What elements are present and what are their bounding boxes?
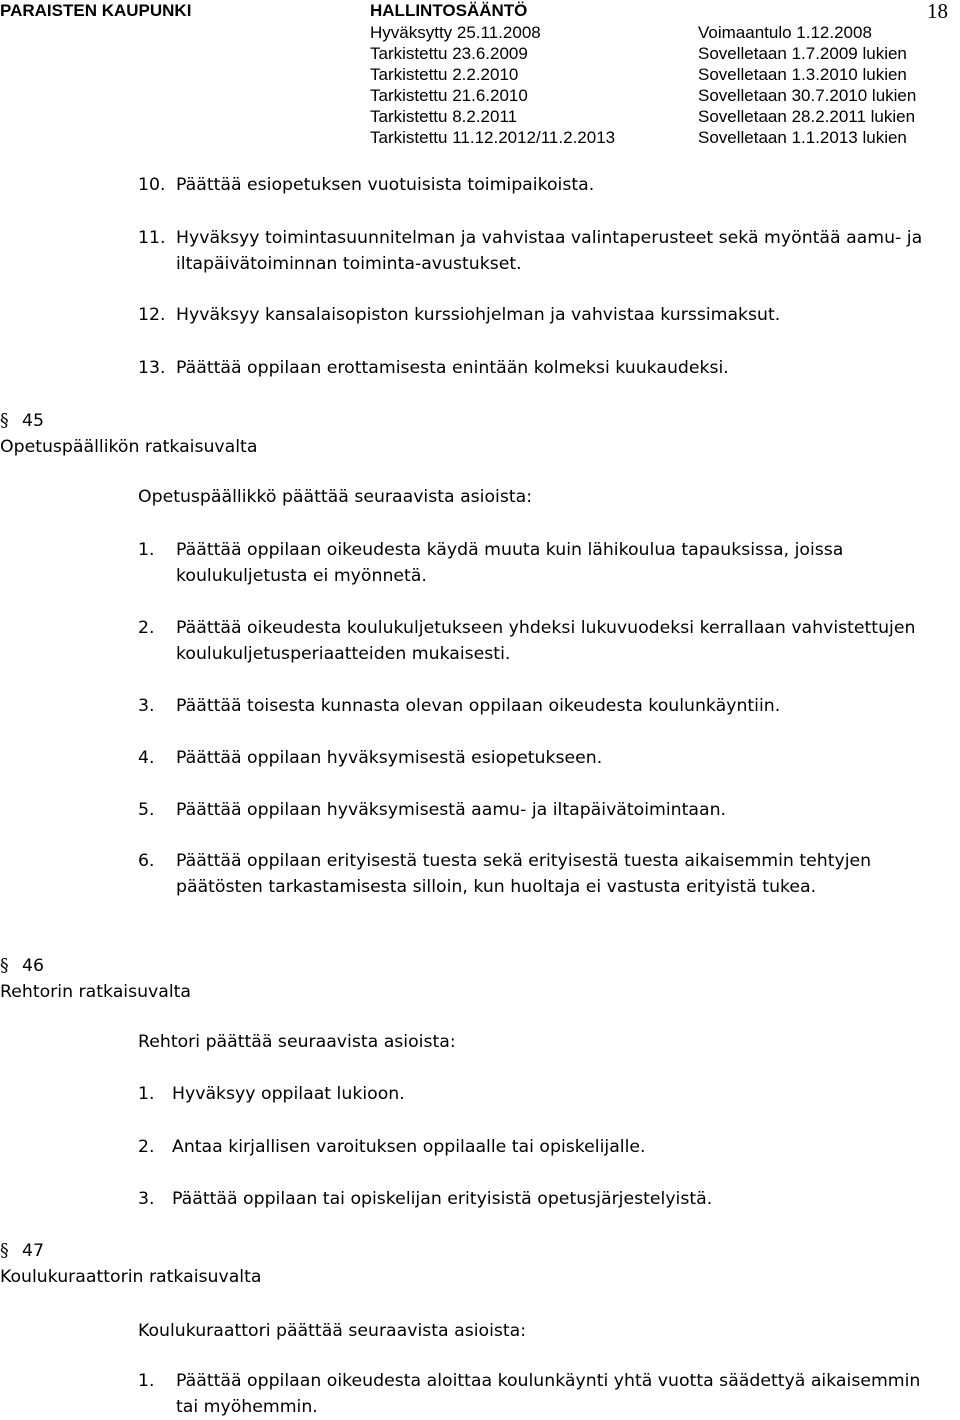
section-title: Rehtorin ratkaisuvalta [0,982,192,1002]
date-line: Tarkistettu 2.2.2010 [370,65,519,84]
item-number: 2. [138,1137,155,1157]
item-text: Päättää oppilaan hyväksymisestä aamu- ja iltapäivätoimintaan. [176,800,727,820]
section-intro: Koulukuraattori päättää seuraavista asioista: [138,1321,527,1341]
validity-line: Sovelletaan 28.2.2011 lukien [698,107,916,126]
list-item [138,797,948,823]
list-item [138,848,948,900]
item-text: Hyväksyy toimintasuunnitelman ja vahvistaa valintaperusteet sekä myöntää aamu- ja iltapäivätoiminnan toiminta-avustukset. [176,228,923,274]
section-sign: § [0,411,9,431]
item-number: 1. [138,1084,155,1104]
list-item [138,1081,948,1107]
item-number: 6. [138,851,155,871]
page-number: 18 [927,0,948,23]
item-text: Hyväksyy oppilaat lukioon. [172,1084,405,1104]
date-line: Hyväksytty 25.11.2008 [370,23,541,42]
section-title: Koulukuraattorin ratkaisuvalta [0,1267,262,1287]
item-number: 1. [138,540,155,560]
section-number: 46 [22,956,44,976]
item-text: Päättää oppilaan hyväksymisestä esiopetukseen. [176,748,603,768]
item-number: 13. [138,358,166,378]
item-number: 3. [138,1189,155,1209]
item-number: 10. [138,175,166,195]
date-line: Tarkistettu 21.6.2010 [370,86,528,105]
list-item [138,693,948,719]
list-item [138,615,948,667]
item-number: 4. [138,748,155,768]
section-intro: Rehtori päättää seuraavista asioista: [138,1032,456,1052]
item-number: 1. [138,1371,155,1391]
list-item [138,537,948,589]
section-sign: § [0,1241,9,1261]
organization-name: PARAISTEN KAUPUNKI [0,1,192,20]
list-item [138,1186,948,1212]
list-item [138,745,948,771]
item-number: 5. [138,800,155,820]
item-text: Päättää oppilaan oikeudesta käydä muuta kuin lähikoulua tapauksissa, joissa koulukuljetusta ei myönnetä. [176,540,844,586]
section-title: Opetuspäällikön ratkaisuvalta [0,437,258,457]
item-number: 11. [138,228,166,248]
section-number: 47 [22,1241,44,1261]
validity-line: Sovelletaan 1.3.2010 lukien [698,65,907,84]
item-text: Antaa kirjallisen varoituksen oppilaalle tai opiskelijalle. [172,1137,646,1157]
item-text: Päättää oppilaan oikeudesta aloittaa koulunkäynti yhtä vuotta säädettyä aikaisemmin tai myöhemmin. [176,1371,921,1417]
item-text: Päättää oppilaan erottamisesta enintään kolmeksi kuukaudeksi. [176,358,729,378]
date-line: Tarkistettu 11.12.2012/11.2.2013 [370,128,616,147]
item-number: 3. [138,696,155,716]
section-sign: § [0,956,9,976]
list-item [138,225,948,277]
list-item [138,1368,948,1420]
item-text: Päättää oikeudesta koulukuljetukseen yhdeksi lukuvuodeksi kerrallaan vahvistettujen koulukuljetusperiaatteiden mukaisesti. [176,618,916,664]
validity-line: Voimaantulo 1.12.2008 [698,23,872,42]
item-number: 12. [138,305,166,325]
validity-line: Sovelletaan 30.7.2010 lukien [698,86,917,105]
item-text: Päättää esiopetuksen vuotuisista toimipaikoista. [176,175,595,195]
date-line: Tarkistettu 8.2.2011 [370,107,518,126]
validity-line: Sovelletaan 1.7.2009 lukien [698,44,907,63]
validity-line: Sovelletaan 1.1.2013 lukien [698,128,907,147]
list-item [138,302,948,328]
item-number: 2. [138,618,155,638]
section-intro: Opetuspäällikkö päättää seuraavista asioista: [138,487,533,507]
date-line: Tarkistettu 23.6.2009 [370,44,528,63]
item-text: Päättää toisesta kunnasta olevan oppilaan oikeudesta koulunkäyntiin. [176,696,781,716]
item-text: Hyväksyy kansalaisopiston kurssiohjelman ja vahvistaa kurssimaksut. [176,305,781,325]
item-text: Päättää oppilaan tai opiskelijan erityisistä opetusjärjestelyistä. [172,1189,713,1209]
list-item [138,1134,948,1160]
item-text: Päättää oppilaan erityisestä tuesta sekä erityisestä tuesta aikaisemmin tehtyjen päätösten tarkastamisesta silloin, kun huoltaja ei vastusta erityistä tukea. [176,851,872,897]
list-item [138,172,948,198]
section-number: 45 [22,411,44,431]
list-item [138,355,948,381]
document-title: HALLINTOSÄÄNTÖ [370,1,528,20]
